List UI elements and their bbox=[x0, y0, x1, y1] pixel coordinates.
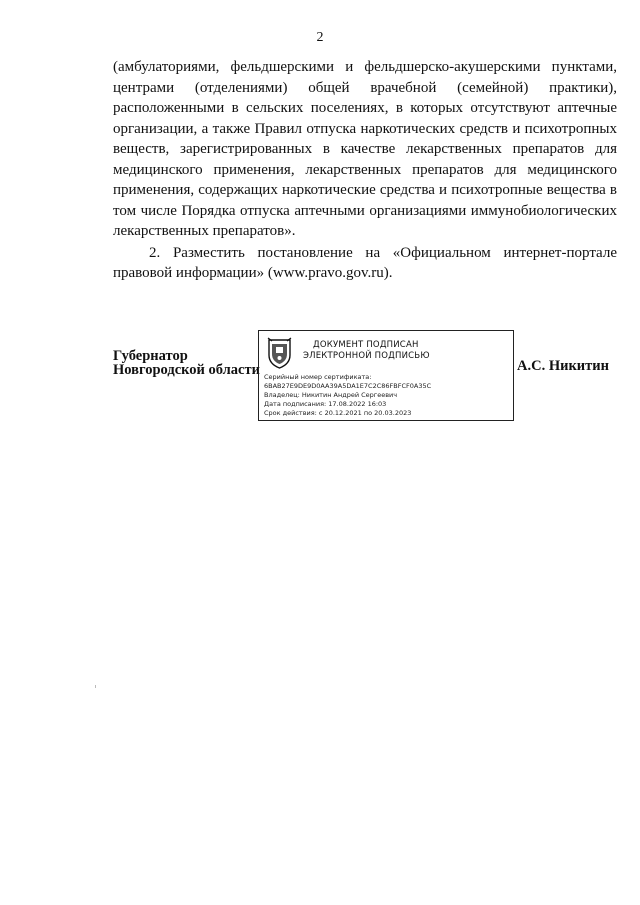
stamp-heading-line1: ДОКУМЕНТ ПОДПИСАН bbox=[313, 340, 419, 350]
stamp-serial-value: 6BAB27E9DE9D0AA39A5DA1E7C2C86FBFCF0A35C bbox=[264, 382, 432, 390]
governor-title-line1: Губернатор bbox=[113, 348, 188, 364]
stamp-heading bbox=[303, 340, 430, 362]
paragraph-item-2: 2. Разместить постановление на «Официальном интернет-портале правовой информации» (www.pravo.gov.ru). bbox=[113, 244, 617, 281]
stamp-validity: Срок действия: с 20.12.2021 по 20.03.2023 bbox=[264, 409, 412, 417]
coat-of-arms-icon bbox=[266, 337, 293, 369]
stamp-heading-line2: ЭЛЕКТРОННОЙ ПОДПИСЬЮ bbox=[303, 351, 430, 361]
stamp-signed-date: Дата подписания: 17.08.2022 16:03 bbox=[264, 400, 387, 408]
stamp-details bbox=[264, 373, 431, 418]
scan-speck bbox=[95, 685, 96, 688]
electronic-signature-stamp bbox=[258, 330, 514, 421]
stamp-owner: Владелец: Никитин Андрей Сергеевич bbox=[264, 391, 398, 399]
governor-title-line2: Новгородской области bbox=[113, 362, 260, 378]
stamp-serial-label: Серийный номер сертификата: bbox=[264, 373, 372, 381]
page-number: 2 bbox=[316, 30, 324, 45]
paragraph-continuation: (амбулаториями, фельдшерскими и фельдшерско-акушерскими пунктами, центрами (отделениями) общей врачебной (семейной) практики), расположенными в сельских поселениях, в которых отсутствуют аптечные организации, а также Правил отпуска наркотических средств и психотропных веществ, зарегистрированных в качестве лекарственных препаратов для медицинского применения, лекарственных препаратов для медицинского применения, содержащих наркотические средства и психотропные вещества в том числе Порядка отпуска аптечными организациями иммунобиологических лекарственных препаратов». bbox=[113, 59, 617, 239]
governor-title bbox=[113, 349, 260, 377]
signer-name: А.С. Никитин bbox=[517, 358, 609, 374]
document-body bbox=[113, 57, 617, 284]
